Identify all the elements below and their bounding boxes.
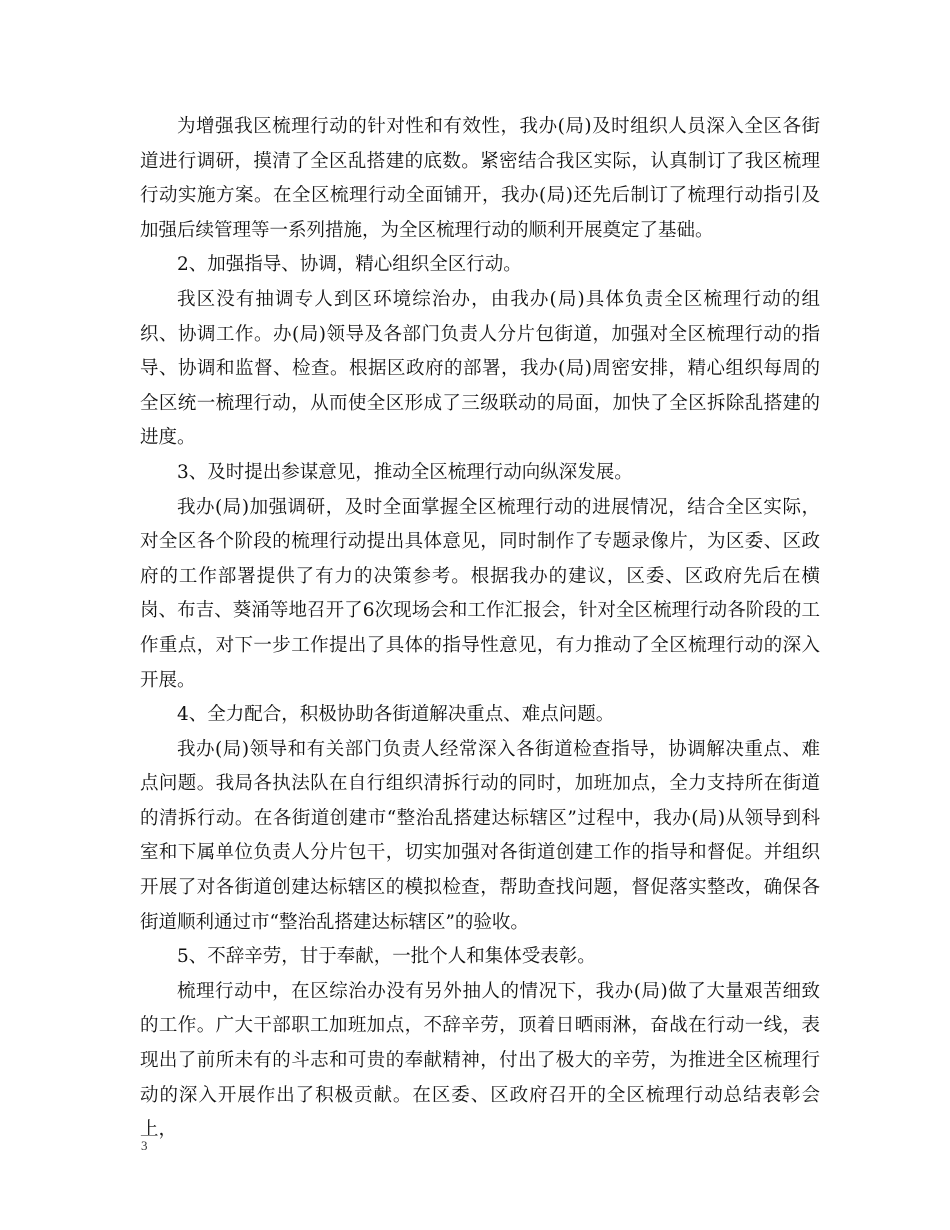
section-heading-4: 4、全力配合，积极协助各街道解决重点、难点问题。	[177, 704, 615, 726]
section-heading-2: 2、加强指导、协调，精心组织全区行动。	[177, 254, 522, 276]
document-body	[140, 110, 820, 1148]
paragraph-coordination: 我区没有抽调专人到区环境综治办，由我办(局)具体负责全区梳理行动的组织、协调工作。办(局)领导及各部门负责人分片包街道，加强对全区梳理行动的指导、协调和监督、检查。根据区政府的部署，我办(局)周密安排，精心组织每周的全区统一梳理行动，从而使全区形成了三级联动的局面，加快了全区拆除乱搭建的进度。	[140, 288, 820, 449]
paragraph-dedication: 梳理行动中，在区综治办没有另外抽人的情况下，我办(局)做了大量艰苦细致的工作。广大干部职工加班加点，不辞辛劳，顶着日晒雨淋，奋战在行动一线，表现出了前所未有的斗志和可贵的奉献精神，付出了极大的辛劳，为推进全区梳理行动的深入开展作出了积极贡献。在区委、区政府召开的全区梳理行动总结表彰会上，	[140, 980, 820, 1141]
paragraph-research: 为增强我区梳理行动的针对性和有效性，我办(局)及时组织人员深入全区各街道进行调研，摸清了全区乱搭建的底数。紧密结合我区实际，认真制订了我区梳理行动实施方案。在全区梳理行动全面铺开，我办(局)还先后制订了梳理行动指引及加强后续管理等一系列措施，为全区梳理行动的顺利开展奠定了基础。	[140, 116, 820, 241]
section-heading-3: 3、及时提出参谋意见，推动全区梳理行动向纵深发展。	[177, 461, 633, 483]
paragraph-assistance: 我办(局)领导和有关部门负责人经常深入各街道检查指导，协调解决重点、难点问题。我局各执法队在自行组织清拆行动的同时，加班加点，全力支持所在街道的清拆行动。在各街道创建市“整治乱搭建达标辖区”过程中，我办(局)从领导到科室和下属单位负责人分片包干，切实加强对各街道创建工作的指导和督促。并组织开展了对各街道创建达标辖区的模拟检查，帮助查找问题，督促落实整改，确保各街道顺利通过市“整治乱搭建达标辖区”的验收。	[140, 738, 820, 933]
paragraph-advisory: 我办(局)加强调研，及时全面掌握全区梳理行动的进展情况，结合全区实际，对全区各个阶段的梳理行动提出具体意见，同时制作了专题录像片，为区委、区政府的工作部署提供了有力的决策参考。根据我办的建议，区委、区政府先后在横岗、布吉、葵涌等地召开了6次现场会和工作汇报会，针对全区梳理行动各阶段的工作重点，对下一步工作提出了具体的指导性意见，有力推动了全区梳理行动的深入开展。	[140, 496, 820, 691]
section-heading-5: 5、不辞辛劳，甘于奉献，一批个人和集体受表彰。	[177, 946, 596, 968]
page-number: 3	[141, 1138, 148, 1153]
